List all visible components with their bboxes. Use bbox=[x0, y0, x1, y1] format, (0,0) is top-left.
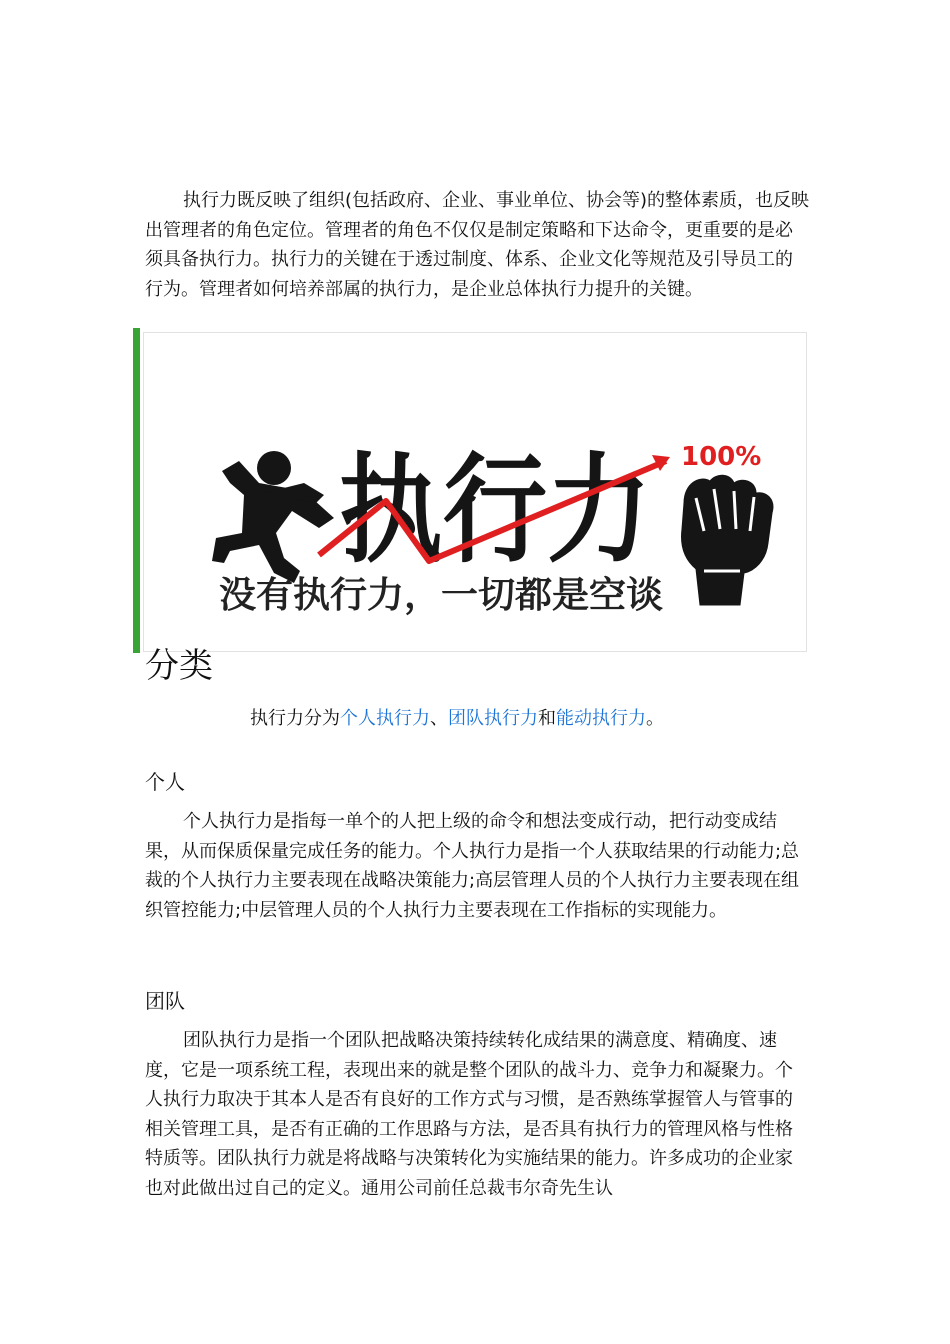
intro-paragraph: 执行力既反映了组织(包括政府、企业、事业单位、协会等)的整体素质，也反映出管理者的角色定位。管理者的角色不仅仅是制定策略和下达命令，更重要的是必须具备执行力。执行力的关键在于透过制度、体系、企业文化等规范及引导员工的行为。管理者如何培养部属的执行力，是企业总体执行力提升的关键。 bbox=[145, 190, 810, 300]
runner-silhouette-icon bbox=[212, 451, 334, 583]
summary-separator: 和 bbox=[538, 708, 556, 729]
execution-banner-image bbox=[143, 332, 807, 652]
subheading-team: 团队 bbox=[145, 989, 185, 1013]
summary-suffix: 。 bbox=[646, 708, 664, 729]
banner-graphic bbox=[144, 333, 807, 652]
banner-slogan: 没有执行力，一切都是空谈 bbox=[219, 575, 663, 616]
fist-icon bbox=[682, 475, 773, 605]
link-team-execution[interactable]: 团队执行力 bbox=[448, 708, 538, 729]
link-proactive-execution[interactable]: 能动执行力 bbox=[556, 708, 646, 729]
section-heading-classification: 分类 bbox=[145, 646, 213, 686]
banner-title: 执行力 bbox=[339, 441, 651, 579]
percent-badge: 100% bbox=[681, 442, 762, 472]
personal-paragraph: 个人执行力是指每一单个的人把上级的命令和想法变成行动，把行动变成结果，从而保质保量完成任务的能力。个人执行力是指一个人获取结果的行动能力;总裁的个人执行力主要表现在战略决策能力;高层管理人员的个人执行力主要表现在组织管控能力;中层管理人员的个人执行力主要表现在工作指标的实现能力。 bbox=[145, 811, 800, 921]
summary-separator: 、 bbox=[430, 708, 448, 729]
classification-summary bbox=[250, 704, 664, 730]
subheading-personal: 个人 bbox=[145, 770, 185, 794]
accent-bar bbox=[133, 328, 140, 653]
link-personal-execution[interactable]: 个人执行力 bbox=[340, 708, 430, 729]
team-paragraph: 团队执行力是指一个团队把战略决策持续转化成结果的满意度、精确度、速度，它是一项系统工程，表现出来的就是整个团队的战斗力、竞争力和凝聚力。个人执行力取决于其本人是否有良好的工作方式与习惯，是否熟练掌握管人与管事的相关管理工具，是否有正确的工作思路与方法，是否具有执行力的管理风格与性格特质等。团队执行力就是将战略与决策转化为实施结果的能力。许多成功的企业家也对此做出过自己的定义。通用公司前任总裁韦尔奇先生认 bbox=[145, 1030, 793, 1199]
summary-prefix: 执行力分为 bbox=[250, 708, 340, 729]
